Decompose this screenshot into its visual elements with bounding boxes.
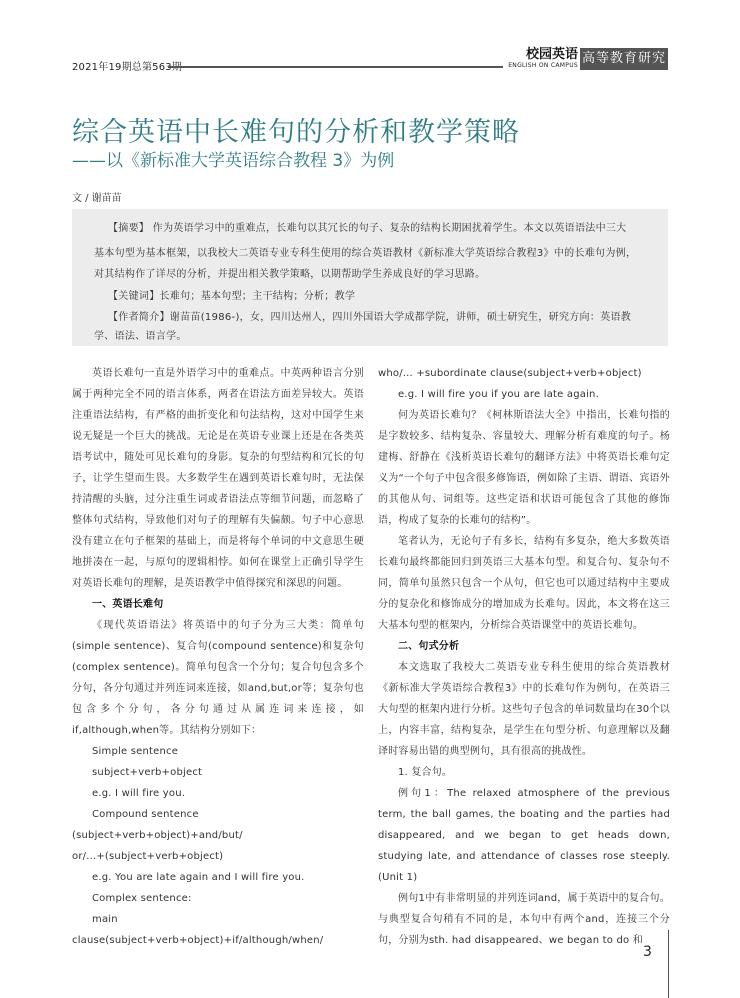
subsection-heading: 1. 复合句。: [398, 767, 453, 778]
example-line: who/... +subordinate clause(subject+verb+object): [378, 368, 642, 379]
example-line: or/...+(subject+verb+object): [72, 851, 224, 862]
author-bio: 【作者简介】谢苗苗(1986-)，女，四川达州人，四川外国语大学成都学院，讲师，硕士研究生，研究方向：英语教: [108, 312, 632, 323]
example-line: Complex sentence:: [92, 893, 192, 904]
paragraph: 例句1：The relaxed atmosphere of the previous term, the ball games, the boating and the parties had disappeared, and we began to get heads down, studying late, and attendance of classes rose steeply.(Unit 1): [378, 788, 670, 883]
page-number-rule: [668, 930, 669, 998]
section-heading: 二、句式分析: [398, 641, 460, 652]
paragraph: 笔者认为，无论句子有多长，结构有多复杂，绝大多数英语长难句最终都能回归到英语三大基本句型。和复合句、复杂句不同，简单句虽然只包含一个从句，但它也可以通过结构中主要成分的复杂化和修饰成分的增加成为长难句。因此，本文将在这三大基本句型的框架内，分析综合英语课堂中的英语长难句。: [378, 536, 670, 631]
example-line: e.g. I will fire you if you are late again.: [398, 389, 599, 400]
journal-brand: [508, 48, 578, 70]
section-tag: 高等教育研究: [580, 48, 668, 70]
example-line: e.g. I will fire you.: [92, 788, 186, 799]
example-line: subject+verb+object: [92, 767, 203, 778]
header-rule: [168, 66, 503, 68]
keywords: 【关键词】长难句；基本句型；主干结构；分析；教学: [108, 291, 356, 302]
abstract-box: [72, 209, 668, 346]
paragraph: 《现代英语语法》将英语中的句子分为三大类：简单句(simple sentence)、复合句(compound sentence)和复杂句(complex sentence)。简单句包含一个分句；复合句包含多个分句，各分句通过并列连词来连接，如and,but,or等；复杂句也包含多个分句，各分句通过从属连词来连接，如if,although,when等。其结构分别如下：: [72, 620, 364, 736]
abstract-line: 基本句型为基本框架，以我校大二英语专业专科生使用的综合英语教材《新标准大学英语综合教程3》中的长难句为例，: [94, 248, 637, 259]
body-column-right: [378, 363, 670, 951]
issue-info: 2021年19期总第563期: [72, 62, 183, 73]
example-line: e.g. You are late again and I will fire you.: [92, 872, 305, 883]
body-column-left: [72, 363, 364, 951]
paragraph: 本文选取了我校大二英语专业专科生使用的综合英语教材《新标准大学英语综合教程3》中的长难句作为例句，在英语三大句型的框架内进行分析。这些句子包含的单词数量均在30个以上，内容丰富，结构复杂，是学生在句型分析、句意理解以及翻译时容易出错的典型例句，具有很高的挑战性。: [378, 662, 670, 757]
example-line: Simple sentence: [92, 746, 179, 757]
section-heading: 一、英语长难句: [92, 599, 164, 610]
abstract-line: 【摘要】 作为英语学习中的重难点，长难句以其冗长的句子、复杂的结构长期困扰着学生。本文以英语语法中三大: [108, 223, 627, 234]
brand-name-cn: 校园英语: [525, 47, 578, 62]
paragraph: 何为英语长难句？《柯林斯语法大全》中指出，长难句指的是字数较多、结构复杂、容量较大、理解分析有难度的句子。杨建梅、舒静在《浅析英语长难句的翻译方法》中将英语长难句定义为“一个句子中包含很多修饰语，例如除了主语、谓语、宾语外的其他从句、词组等。这些定语和状语可能包含了其他的修饰语，构成了复杂的长难句的结构”。: [378, 410, 670, 526]
page-number: 3: [643, 944, 652, 960]
author-line: 文 / 谢苗苗: [72, 193, 122, 204]
abstract-line: 对其结构作了详尽的分析，并提出相关教学策略，以期帮助学生养成良好的学习思路。: [94, 269, 486, 280]
example-line: Compound sentence: [92, 809, 199, 820]
paragraph: 英语长难句一直是外语学习中的重难点。中英两种语言分别属于两种完全不同的语言体系，两者在语法方面差异较大。英语注重语法结构，有严格的曲折变化和句法结构，这对中国学生来说无疑是一个巨大的挑战。无论是在英语专业课上还是在各类英语考试中，随处可见长难句的身影。复杂的句型结构和冗长的句子，让学生望而生畏。大多数学生在遇到英语长难句时，无法保持清醒的头脑，过分注重生词或者语法点等细节问题，而忽略了整体句式结构，导致他们对句子的理解有失偏颇。句子中心意思没有建立在句子框架的基础上，而是将每个单词的中文意思生硬地拼凑在一起，与原句的逻辑相悖。如何在课堂上正确引导学生对英语长难句的理解，是英语教学中值得探究和深思的问题。: [72, 368, 364, 589]
brand-name-en: ENGLISH ON CAMPUS: [508, 62, 578, 69]
example-line: main clause(subject+verb+object)+if/although/when/: [72, 914, 324, 946]
article-title: 综合英语中长难句的分析和教学策略: [72, 117, 520, 148]
paragraph: 例句1中有非常明显的并列连词and，属于英语中的复合句。与典型复合句稍有不同的是，本句中有两个and，连接三个分句，分别为sth. had disappeared、we began to do 和: [378, 893, 670, 946]
author-bio-cont: 学、语法、语言学。: [94, 331, 187, 342]
article-subtitle: ——以《新标准大学英语综合教程 3》为例: [72, 151, 395, 171]
example-line: (subject+verb+object)+and/but/: [72, 830, 243, 841]
